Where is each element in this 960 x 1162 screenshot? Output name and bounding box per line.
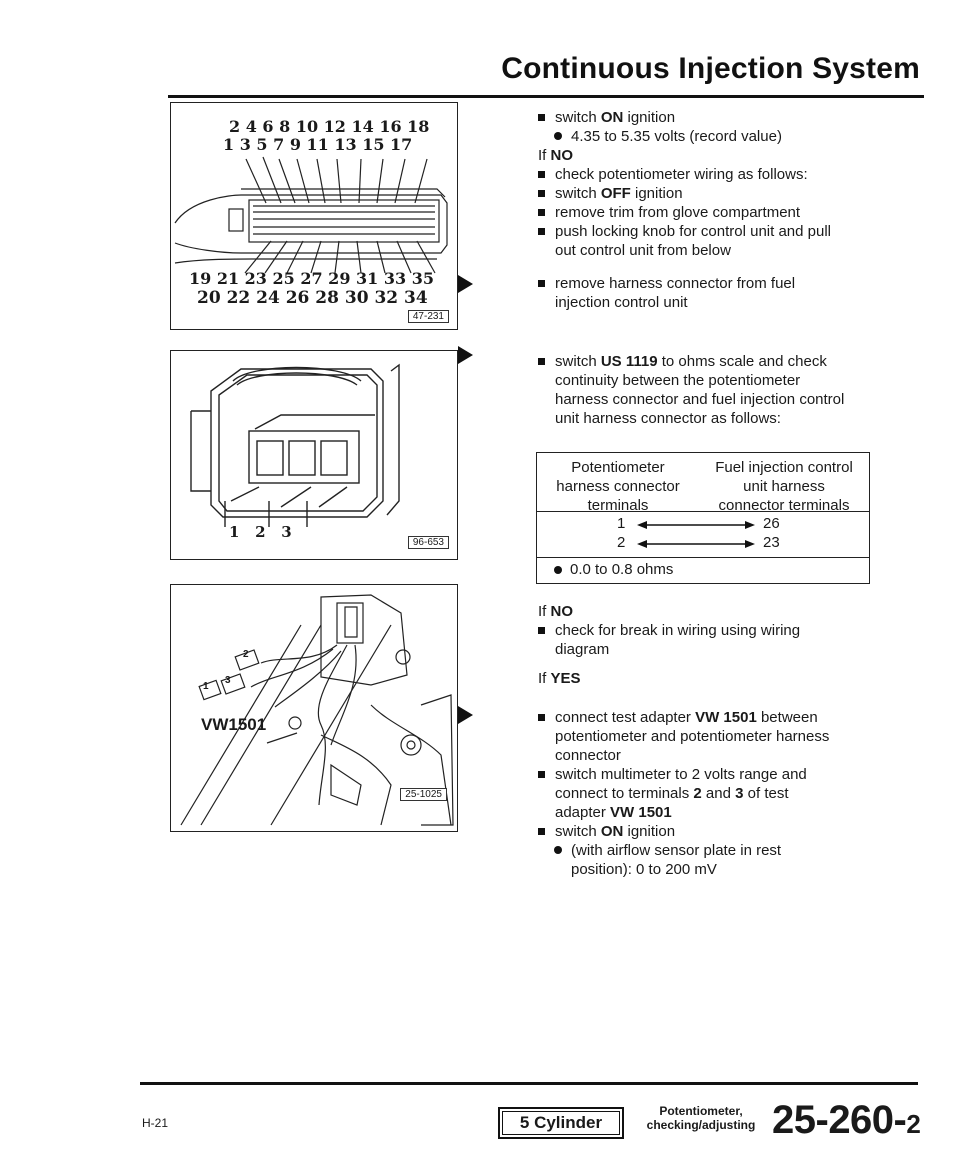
step-push-knob: push locking knob for control unit and pull	[538, 222, 831, 241]
header-col-potentiometer: Potentiometer harness connector terminals	[556, 459, 680, 514]
spec-voltage: 4.35 to 5.35 volts (record value)	[538, 127, 831, 146]
pin-numbers-top-even: 2 4 6 8 10 12 14 16 18	[229, 117, 430, 136]
instruction-block-3	[538, 602, 800, 688]
step-switch-off: switch OFF ignition	[538, 184, 831, 203]
double-arrow-icon	[637, 534, 757, 554]
step-switch-ohms-cont3: unit harness connector as follows:	[555, 410, 781, 427]
figure-id-label: 96-653	[408, 536, 449, 549]
step-switch-on: switch ON ignition	[538, 822, 829, 841]
spec-airflow-cont: position): 0 to 200 mV	[571, 861, 717, 878]
figure-potentiometer-connector	[170, 350, 458, 560]
terminal-mapping	[537, 513, 869, 558]
arrow-marker	[458, 706, 473, 724]
potentiometer-connector-drawing	[171, 351, 457, 559]
wire-callout-label: 3	[225, 675, 231, 686]
step-multimeter-cont2: adapter VW 1501	[555, 804, 672, 821]
engine-variant-badge: 5 Cylinder	[498, 1107, 624, 1139]
arrow-marker	[458, 275, 473, 293]
header-col-fuel-injection: Fuel injection control unit harness connector terminals	[715, 459, 853, 514]
condition-if-no: If NO	[538, 147, 574, 164]
condition-if-yes: If YES	[538, 670, 581, 687]
step-remove-harness-cont: injection control unit	[555, 294, 688, 311]
step-remove-trim: remove trim from glove compartment	[538, 203, 831, 222]
step-connect-adapter-cont1: potentiometer and potentiometer harness	[555, 728, 830, 745]
tool-label-vw1501: VW1501	[201, 715, 267, 734]
section-subtitle: Potentiometer, checking/adjusting	[646, 1104, 756, 1132]
step-switch-ohms: switch US 1119 to ohms scale and check	[538, 352, 844, 371]
step-push-knob-cont: out control unit from below	[555, 242, 731, 259]
figure-id-label: 25-1025	[400, 788, 447, 801]
table-row: 2 23	[537, 534, 869, 554]
instruction-block-1	[538, 108, 831, 312]
figure-connector-35-pin	[170, 102, 458, 330]
page-number: 25-260-2	[772, 1098, 921, 1142]
footer-code: H-21	[142, 1116, 169, 1130]
step-multimeter: switch multimeter to 2 volts range and	[538, 765, 829, 784]
double-arrow-icon	[637, 515, 757, 535]
arrow-marker	[458, 346, 473, 364]
pin-numbers-bottom-odd: 19 21 23 25 27 29 31 33 35	[189, 269, 434, 288]
step-switch-ohms-cont2: harness connector and fuel injection control	[555, 391, 845, 408]
wire-callout-label: 1	[203, 681, 209, 692]
continuity-table	[536, 452, 870, 584]
step-check-wiring: check potentiometer wiring as follows:	[538, 165, 831, 184]
table-header	[537, 453, 869, 512]
figure-id-label: 47-231	[408, 310, 449, 323]
table-row: 1 26	[537, 515, 869, 535]
pin-numbers-top-odd: 1 3 5 7 9 11 13 15 17	[223, 135, 413, 154]
pin-numbers-bottom-even: 20 22 24 26 28 30 32 34	[197, 288, 428, 308]
step-switch-on: switch ON ignition	[538, 108, 831, 127]
instruction-block-4	[538, 708, 829, 879]
wire-callout-label: 2	[243, 649, 249, 660]
step-connect-adapter: connect test adapter VW 1501 between	[538, 708, 829, 727]
step-check-break-cont: diagram	[555, 641, 610, 658]
step-connect-adapter-cont2: connector	[555, 747, 621, 764]
terminal-numbers: 1 2 3	[229, 523, 292, 541]
condition-if-no: If NO	[538, 603, 574, 620]
step-switch-ohms-cont1: continuity between the potentiometer	[555, 372, 801, 389]
footer-rule	[140, 1082, 918, 1085]
page-title: Continuous Injection System	[501, 52, 920, 85]
spec-airflow: (with airflow sensor plate in rest	[538, 841, 829, 860]
figure-test-adapter-installed	[170, 584, 458, 832]
instruction-block-2	[538, 352, 844, 428]
step-check-break: check for break in wiring using wiring	[538, 621, 800, 640]
header-rule	[168, 95, 924, 98]
resistance-spec: 0.0 to 0.8 ohms	[537, 561, 673, 578]
step-remove-harness: remove harness connector from fuel	[538, 274, 831, 293]
step-multimeter-cont1: connect to terminals 2 and 3 of test	[555, 785, 789, 802]
